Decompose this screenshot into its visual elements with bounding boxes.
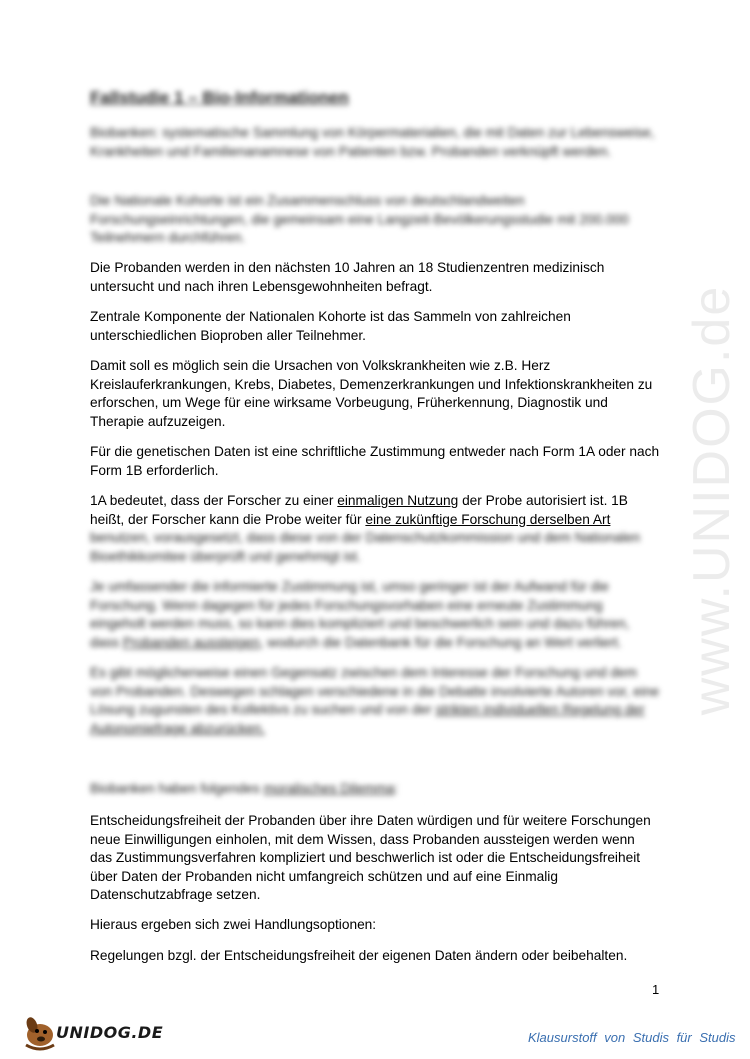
paragraph-handlungsoptionen: Hieraus ergeben sich zwei Handlungsoptionen: [90,917,377,932]
paragraph-probanden: Die Probanden werden in den nächsten 10 Jahren an 18 Studienzentren medizinisch untersucht und nach ihren Lebensgewohnheiten befragt. [90,260,605,294]
underlined-phrase: moralisches Dilemma [263,781,395,796]
watermark: www.UNIDOG.de [683,284,741,716]
paragraph-zustimmung: Für die genetischen Daten ist eine schriftliche Zustimmung entweder nach Form 1A oder nach Form 1B erforderlich. [90,444,660,478]
text-segment: Je umfassender die informierte Zustimmung ist, umso geringer ist der Aufwand für die Forschung. Wenn dagegen für jedes Forschungsvorhaben eine erneute Zustimmung eingeholt werden muss, so kann dies kompliziert und beschwerlich sein und dazu führen, dass [90,579,630,650]
text-segment: der Probe autorisiert ist. 1B heißt, der Forscher kann die Probe weiter für [90,493,628,527]
paragraph-biobanken: Biobanken: systematische Sammlung von Körpermaterialien, die mit Daten zur Lebensweise, Krankheiten und Familienanamnese von Patienten bzw. Probanden verknüpft werden. [90,125,655,159]
text-segment: 1A bedeutet, dass der Forscher zu einer [90,493,338,508]
paragraph-zentrale-komponente: Zentrale Komponente der Nationalen Kohorte ist das Sammeln von zahlreichen unterschiedlichen Bioproben aller Teilnehmer. [90,309,571,343]
underlined-phrase: einmaligen Nutzung [337,493,459,508]
paragraph-form-1b-continued: benutzen, vorausgesetzt, dass diese von der Datenschutzkommission und dem Nationalen Bioethikkomitee überprüft und genehmigt ist. [90,530,641,564]
paragraph-dilemma-intro [90,780,660,799]
paragraph-entscheidungsfreiheit: Entscheidungsfreiheit der Probanden über ihre Daten würdigen und für weitere Forschungen neue Einwilligungen einholen, mit dem Wissen, dass Probanden aussteigen werden wenn das Zustimmungsverfahren kompliziert und beschwerlich ist oder die Entscheidungsfreiheit über Daten der Probanden nicht umfangreich schützen und auf eine Einmalig Datenschutzabfrage setzen. [90,813,651,902]
text-segment: Biobanken haben folgendes [90,781,264,796]
paragraph-informierte-zustimmung [90,578,660,652]
text-segment: , wodurch die Datenbank für die Forschung an Wert verliert. [259,634,622,650]
document-title: Fallstudie 1 – Bio-Informationen [90,88,349,107]
text-segment: : [394,781,399,796]
underlined-phrase: strikten individuellen Regelung der Autonomiefrage abzurücken. [90,702,645,736]
paragraph-nationale-kohorte: Die Nationale Kohorte ist ein Zusammenschluss von deutschlandweiten Forschungseinrichtungen, die gemeinsam eine Langzeit-Bevölkerungsstudie mit 200.000 Teilnehmern durchführen. [90,193,629,245]
paragraph-regelungen: Regelungen bzgl. der Entscheidungsfreiheit der eigenen Daten ändern oder beibehalten. [90,948,628,963]
logo-text: UNIDOG.DE [56,1023,164,1042]
paragraph-ursachen: Damit soll es möglich sein die Ursachen von Volkskrankheiten wie z.B. Herz Kreislauferkrankungen, Krebs, Diabetes, Demenzerkrankungen und Infektionskrankheiten zu erforschen, um Wege für eine wirksame Vorbeugung, Früherkennung, Diagnostik und Therapie aufzuzeigen. [90,358,653,429]
underlined-phrase: eine zukünftige Forschung derselben Art [365,511,611,527]
footer-slogan: Klausurstoff von Studis für Studis [528,1030,736,1045]
underlined-phrase: Probanden aussteigen [122,634,260,650]
page-number: 1 [652,982,660,997]
paragraph-gegensatz [90,664,660,738]
paragraph-form-1a-1b [90,492,660,529]
text-segment: Es gibt möglicherweise einen Gegensatz zwischen dem Interesse der Forschung und dem von Probanden. Deswegen schlagen verschiedene in die Debatte involvierte Autoren vor, eine Lösung zugunsten des Kollektivs zu suchen und von der [90,665,660,717]
